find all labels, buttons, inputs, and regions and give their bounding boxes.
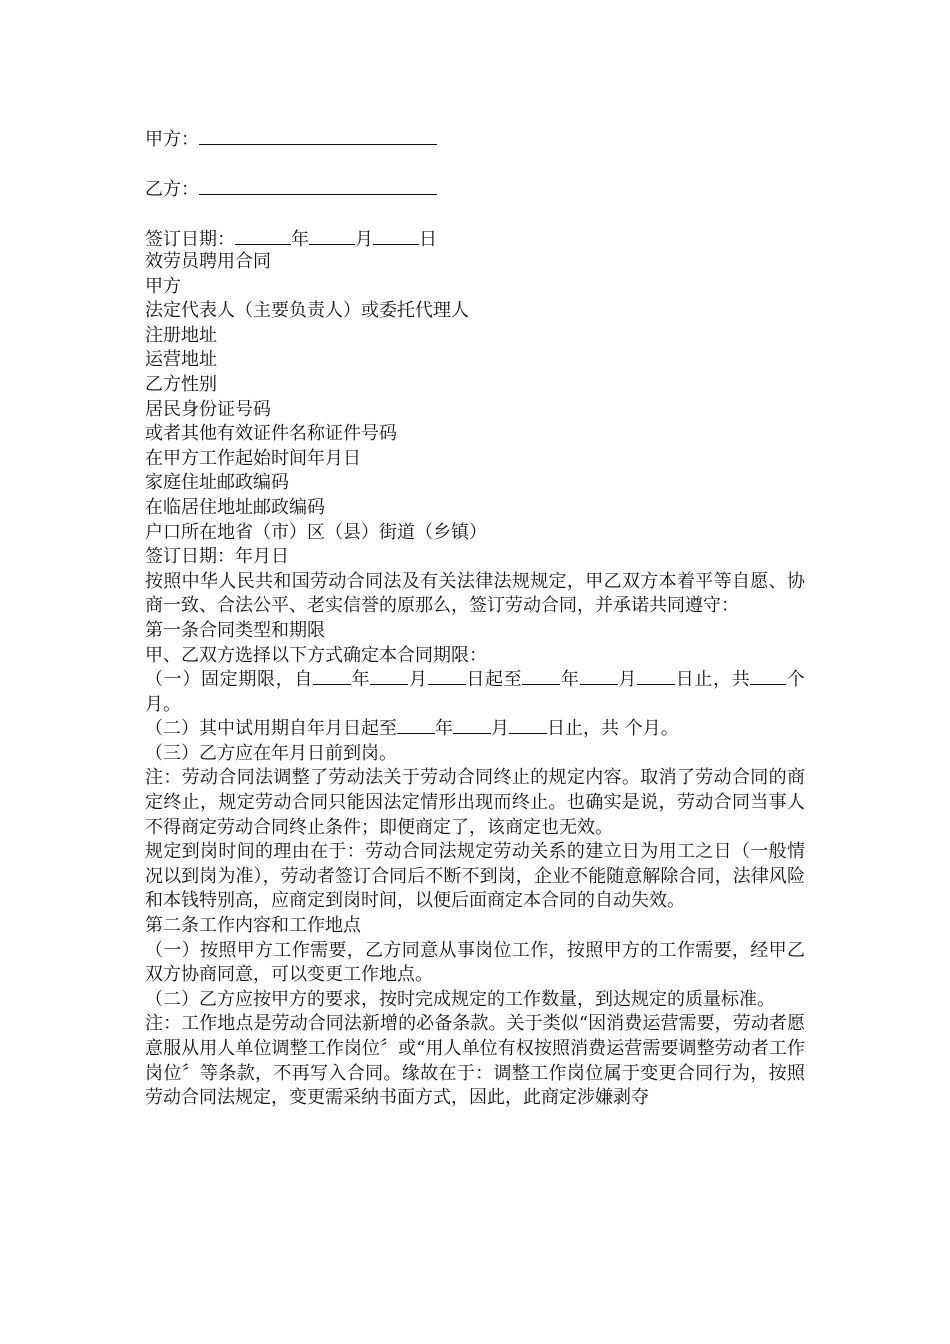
sign-date-line: 签订日期：年月日: [145, 546, 289, 568]
fixed-term-text-2: 年: [351, 669, 371, 691]
month-blank: [309, 226, 355, 245]
note-termination: 注：劳动合同法调整了劳动法关于劳动合同终止的规定内容。取消了劳动合同的商定终止，规定劳动合同只能因法定情形出现而终止。也确实是说，劳动合同当事人不得商定劳动合同终止条件；即便商定了，该商定也无效。: [145, 767, 805, 838]
contract-body: [145, 250, 805, 1111]
contract-title: 效劳员聘用合同: [145, 251, 271, 272]
blank: [580, 668, 618, 685]
probation-clause: [145, 717, 805, 742]
fixed-term-text-4: 日起至: [465, 669, 523, 691]
party-b-label: 乙方：: [145, 179, 199, 200]
month-label: 月: [355, 229, 373, 250]
preamble-paragraph: 按照中华人民共和国劳动合同法及有关法律法规规定，甲乙双方本着平等自愿、协商一致、合法公平、老实信誉的原那么，签订劳动合同，并承诺共同遵守：: [145, 570, 805, 617]
article-1-intro: 甲、乙双方选择以下方式确定本合同期限：: [145, 644, 487, 666]
note-report-time: 规定到岗时间的理由在于：劳动合同法规定劳动关系的建立日为用工之日（一般情况以到岗为准），劳动者签订合同后不断不到岗，企业不能随意解除合同，法律风险和本钱特别高，应商定到岗时间，以便后面商定本合同的自动失效。: [145, 841, 805, 912]
fixed-term-text-8: 个月。: [145, 669, 806, 715]
article-2-clause-2: （二）乙方应按甲方的要求，按时完成规定的工作数量，到达规定的质量标准。: [145, 988, 775, 1010]
legal-representative-line: 法定代表人（主要负责人）或委托代理人: [145, 300, 469, 322]
blank: [750, 668, 786, 685]
blank: [397, 717, 435, 734]
id-number-line: 居民身份证号码: [145, 398, 271, 420]
party-a-field: [145, 126, 437, 152]
fixed-term-clause: [145, 668, 805, 717]
start-date-line: 在甲方工作起始时间年月日: [145, 447, 361, 469]
fixed-term-text-6: 月: [617, 669, 638, 691]
fixed-term-text-3: 月: [408, 669, 428, 691]
sign-date-label: 签订日期：: [145, 229, 235, 250]
party-b-gender-line: 乙方性别: [145, 373, 217, 395]
registered-address-line: 注册地址: [145, 324, 217, 346]
fixed-term-text-7: 日止，共: [675, 669, 751, 691]
household-line: 户口所在地省（市）区（县）街道（乡镇）: [145, 521, 487, 543]
temp-address-line: 在临居住地址邮政编码: [145, 496, 325, 518]
operating-address-line: 运营地址: [145, 349, 217, 371]
probation-text-3: 月: [491, 718, 509, 740]
blank: [313, 668, 351, 685]
party-b-blank: [199, 176, 437, 195]
sign-date-field: [145, 226, 437, 252]
blank: [428, 668, 466, 685]
article-2-clause-1: （一）按照甲方工作需要，乙方同意从事岗位工作，按照甲方的工作需要，经甲乙双方协商同意，可以变更工作地点。: [145, 939, 805, 986]
report-clause: （三）乙方应在年月日前到岗。: [145, 742, 397, 764]
probation-text-4: 日止，共 个月。: [547, 718, 679, 740]
day-blank: [373, 226, 419, 245]
fixed-term-text-1: （一）固定期限，自: [145, 669, 313, 691]
article-1-heading: 第一条合同类型和期限: [145, 619, 325, 641]
other-id-line: 或者其他有效证件名称证件号码: [145, 423, 397, 445]
blank: [509, 717, 547, 734]
note-work-location: 注：工作地点是劳动合同法新增的必备条款。关于类似“因消费运营需要，劳动者愿意服从用人单位调整工作岗位〞或“用人单位有权按照消费运营需要调整劳动者工作岗位〞等条款，不再写入合同。缘故在于：调整工作岗位属于变更合同行为，按照劳动合同法规定，变更需采纳书面方式，因此，此商定涉嫌剥夺: [145, 1013, 805, 1109]
party-a-blank: [199, 126, 437, 145]
blank: [453, 717, 491, 734]
party-a-label: 甲方：: [145, 129, 199, 150]
year-blank: [235, 226, 291, 245]
fixed-term-text-5: 年: [560, 669, 580, 691]
home-address-line: 家庭住址邮政编码: [145, 472, 289, 494]
party-a-line: 甲方: [145, 275, 181, 297]
day-label: 日: [419, 229, 437, 250]
party-b-field: [145, 176, 437, 202]
article-2-heading: 第二条工作内容和工作地点: [145, 915, 361, 937]
probation-text-1: （二）其中试用期自年月日起至: [145, 718, 397, 740]
blank: [522, 668, 560, 685]
probation-text-2: 年: [435, 718, 453, 740]
year-label: 年: [291, 229, 309, 250]
blank: [370, 668, 408, 685]
blank: [637, 668, 675, 685]
